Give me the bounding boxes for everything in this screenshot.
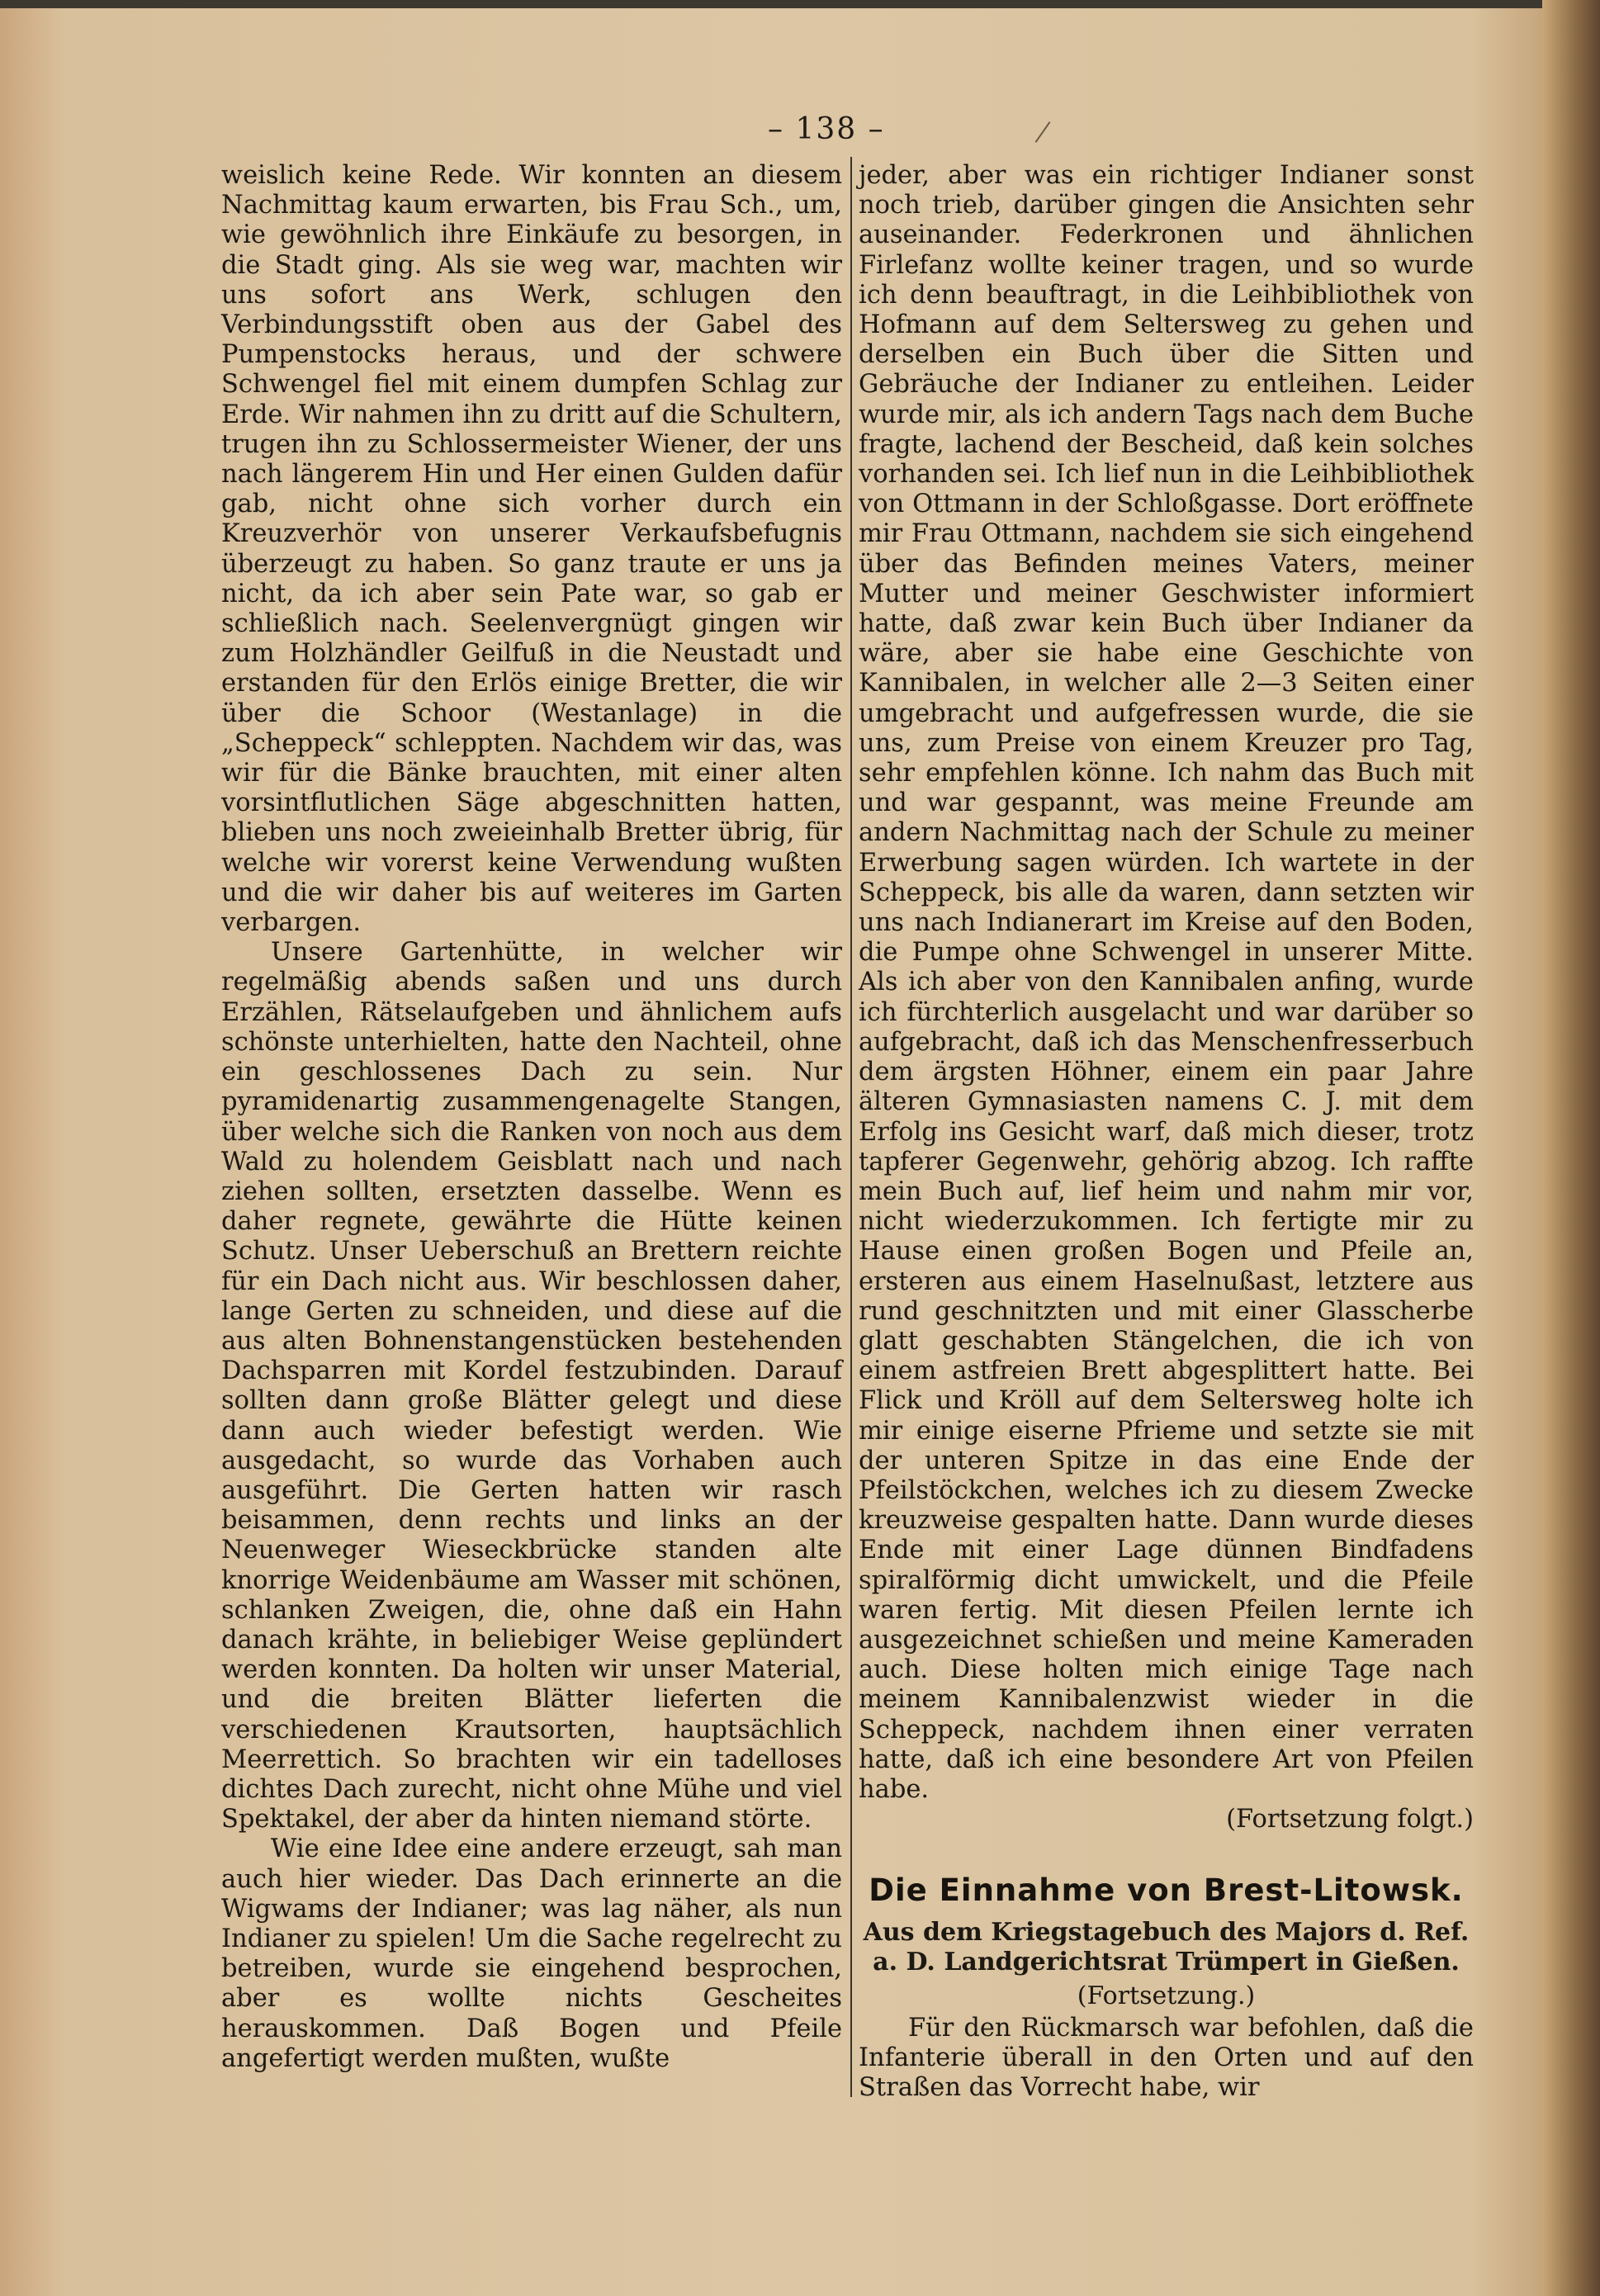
pencil-mark xyxy=(1035,121,1051,143)
left-paragraph-2: Unsere Gartenhütte, in welcher wir regelmäßig abends saßen und uns durch Erzählen, Rätselaufgeben und ähnlichem aufs schönste unterhielten, hatte den Nachteil, ohne ein geschlossenes Dach zu sein. Nur pyramidenartig zusammengenagelte Stangen, über welche sich die Ranken von noch aus dem Wald zu holendem Geisblatt nach und nach ziehen sollten, ersetzten dasselbe. Wenn es daher regnete, gewährte die Hütte keinen Schutz. Unser Ueberschuß an Brettern reichte für ein Dach nicht aus. Wir beschlossen daher, lange Gerten zu schneiden, und diese auf die aus alten Bohnenstangenstücken bestehenden Dachsparren mit Kordel festzubinden. Darauf sollten dann große Blätter gelegt und diese dann auch wieder befestigt werden. Wie ausgedacht, so wurde das Vorhaben auch ausgeführt. Die Gerten hatten wir rasch beisammen, denn rechts und links an der Neuenweger Wieseckbrücke standen alte knorrige Weidenbäume am Wasser mit schönen, schlanken Zweigen, die, ohne daß ein Hahn danach krähte, in beliebiger Weise geplündert werden konnten. Da holten wir unser Material, und die breiten Blätter lieferten die verschiedenen Krautsorten, hauptsächlich Meerrettich. So brachten wir ein tadelloses dichtes Dach zurecht, nicht ohne Mühe und viel Spektakel, der aber da hinten niemand störte. xyxy=(221,938,842,1834)
page-number: – 138 – xyxy=(768,112,885,146)
article-fortsetzung: (Fortsetzung.) xyxy=(1077,1981,1256,2010)
right-paragraph-1: jeder, aber was ein richtiger Indianer sonst noch trieb, darüber gingen die Ansichten sehr auseinander. Federkronen und ähnlichen Firlefanz wollte keiner tragen, und so wurde ich denn beauftragt, in die Leihbibliothek von Hofmann auf dem Seltersweg zu gehen und derselben ein Buch über die Sitten und Gebräuche der Indianer zu entleihen. Leider wurde mir, als ich andern Tags nach dem Buche fragte, lachend der Bescheid, daß kein solches vorhanden sei. Ich lief nun in die Leihbibliothek von Ottmann in der Schloßgasse. Dort eröffnete mir Frau Ottmann, nachdem sie sich eingehend über das Befinden meines Vaters, meiner Mutter und meiner Geschwister informiert hatte, daß zwar kein Buch über Indianer da wäre, aber sie habe eine Geschichte von Kannibalen, in welcher alle 2—3 Seiten einer umgebracht und aufgefressen wurde, die sie uns, zum Preise von einem Kreuzer pro Tag, sehr empfehlen könne. Ich nahm das Buch mit und war gespannt, was meine Freunde am andern Nachmittag nach der Schule zu meiner Erwerbung sagen würden. Ich wartete in der Scheppeck, bis alle da waren, dann setzten wir uns nach Indianerart im Kreise auf den Boden, die Pumpe ohne Schwengel in unserer Mitte. Als ich aber von den Kannibalen anfing, wurde ich fürchterlich ausgelacht und war darüber so aufgebracht, daß ich das Menschenfresserbuch dem ärgsten Höhner, einem ein paar Jahre älteren Gymnasiasten namens C. J. mit dem Erfolg ins Gesicht warf, daß mich dieser, trotz tapferer Gegenwehr, gehörig abzog. Ich raffte mein Buch auf, lief heim und nahm mir vor, nicht wiederzukommen. Ich fertigte mir zu Hause einen großen Bogen und Pfeile an, ersteren aus einem Haselnußast, letztere aus rund geschnitzten und mit einer Glasscherbe glatt geschabten Stängelchen, die ich von einem astfreien Brett abgesplittert hatte. Bei Flick und Kröll auf dem Seltersweg holte ich mir einige eiserne Pfrieme und setzte sie mit der unteren Spitze in das eine Ende der Pfeilstöckchen, welches ich zu diesem Zwecke kreuzweise gespalten hatte. Dann wurde dieses Ende mit einer Lage dünnen Bindfadens spiralförmig dicht umwickelt, und die Pfeile waren fertig. Mit diesen Pfeilen lernte ich ausgezeichnet schießen und meine Kameraden auch. Diese holten mich einige Tage nach meinem Kannibalenzwist wieder in die Scheppeck, nachdem ihnen einer verraten hatte, daß ich eine besondere Art von Pfeilen habe. xyxy=(859,161,1474,1804)
right-column xyxy=(859,161,1474,2103)
page-top-edge xyxy=(0,0,1600,8)
left-paragraph-1: weislich keine Rede. Wir konnten an diesem Nachmittag kaum erwarten, bis Frau Sch., um, wie gewöhnlich ihre Einkäufe zu besorgen, in die Stadt ging. Als sie weg war, machten wir uns sofort ans Werk, schlugen den Verbindungsstift oben aus der Gabel des Pumpenstocks heraus, und der schwere Schwengel fiel mit einem dumpfen Schlag zur Erde. Wir nahmen ihn zu dritt auf die Schultern, trugen ihn zu Schlossermeister Wiener, der uns nach längerem Hin und Her einen Gulden dafür gab, nicht ohne sich vorher durch ein Kreuzverhör von unserer Verkaufsbefugnis überzeugt zu haben. So ganz traute er uns ja nicht, da ich aber sein Pate war, so gab er schließlich nach. Seelenvergnügt gingen wir zum Holzhändler Geilfuß in die Neustadt und erstanden für den Erlös einige Bretter, die wir über die Schoor (Westanlage) in die „Scheppeck“ schleppten. Nachdem wir das, was wir für die Bänke brauchten, mit einer alten vorsintflutlichen Säge abgeschnitten hatten, blieben uns noch zweieinhalb Bretter übrig, für welche wir vorerst keine Verwendung wußten und die wir daher bis auf weiteres im Garten verbargen. xyxy=(221,161,842,938)
continuation-note: (Fortsetzung folgt.) xyxy=(1226,1805,1474,1834)
article-subtitle: Aus dem Kriegstagebuch des Majors d. Ref. a. D. Landgerichtsrat Trümpert in Gießen. xyxy=(863,1917,1470,1976)
left-paragraph-3: Wie eine Idee eine andere erzeugt, sah man auch hier wieder. Das Dach erinnerte an die Wigwams der Indianer; was lag näher, als nun Indianer zu spielen! Um die Sache regelrecht zu betreiben, wurde sie eingehend besprochen, aber es wollte nichts Gescheites herauskommen. Daß Bogen und Pfeile angefertigt werden mußten, wußte xyxy=(221,1834,842,2073)
left-column xyxy=(221,161,842,2074)
page-right-edge xyxy=(1542,0,1600,2296)
article-text: Für den Rückmarsch war befohlen, daß die Infanterie überall in den Orten und auf den Straßen das Vorrecht habe, wir xyxy=(859,2013,1474,2102)
article-title: Die Einnahme von Brest-Litowsk. xyxy=(869,1872,1464,1909)
column-divider xyxy=(850,157,852,2097)
